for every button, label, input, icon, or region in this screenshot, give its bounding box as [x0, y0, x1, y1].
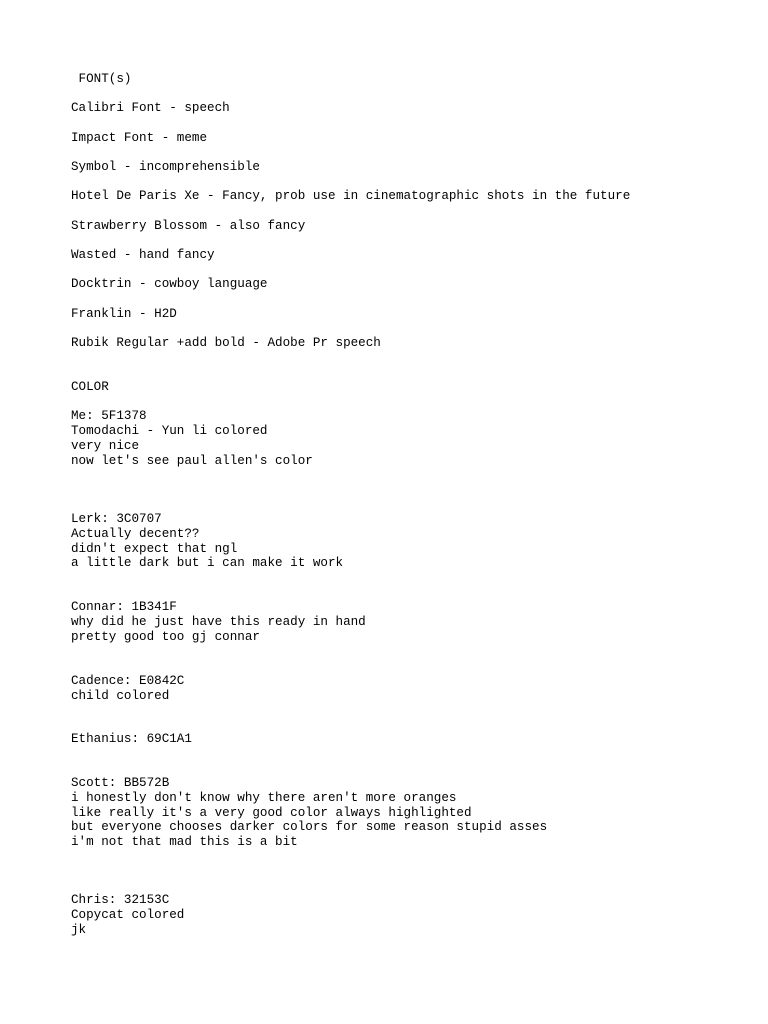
- color-entry-note: a little dark but i can make it work: [71, 556, 344, 570]
- fonts-heading: FONT(s): [71, 72, 132, 86]
- font-entry: Impact Font - meme: [71, 131, 208, 145]
- color-entry-title: Chris: 32153C: [71, 893, 170, 907]
- color-entry-note: didn't expect that ngl: [71, 542, 238, 556]
- color-entry-title: Lerk: 3C0707: [71, 512, 162, 526]
- font-entry: Calibri Font - speech: [71, 101, 230, 115]
- color-entry-note: like really it's a very good color always highlighted: [71, 806, 472, 820]
- color-entry-note: i'm not that mad this is a bit: [71, 835, 298, 849]
- color-entry-title: Connar: 1B341F: [71, 600, 177, 614]
- color-entry-note: Copycat colored: [71, 908, 185, 922]
- color-entry-note: Actually decent??: [71, 527, 200, 541]
- color-entry-note: pretty good too gj connar: [71, 630, 260, 644]
- color-entry-note: now let's see paul allen's color: [71, 454, 313, 468]
- font-entry: Franklin - H2D: [71, 307, 177, 321]
- color-entry-note: but everyone chooses darker colors for some reason stupid asses: [71, 820, 548, 834]
- font-entry: Hotel De Paris Xe - Fancy, prob use in cinematographic shots in the future: [71, 189, 631, 203]
- font-entry: Symbol - incomprehensible: [71, 160, 260, 174]
- color-entry-title: Me: 5F1378: [71, 409, 147, 423]
- color-entry-note: very nice: [71, 439, 140, 453]
- color-entry-note: jk: [71, 923, 87, 937]
- font-entry: Rubik Regular +add bold - Adobe Pr speech: [71, 336, 381, 350]
- color-entry-title: Ethanius: 69C1A1: [71, 732, 192, 746]
- font-entry: Strawberry Blossom - also fancy: [71, 219, 306, 233]
- font-entry: Wasted - hand fancy: [71, 248, 215, 262]
- color-entry-note: why did he just have this ready in hand: [71, 615, 366, 629]
- color-entry-note: i honestly don't know why there aren't more oranges: [71, 791, 457, 805]
- color-entry-note: child colored: [71, 689, 170, 703]
- color-entry-title: Scott: BB572B: [71, 776, 170, 790]
- color-heading: COLOR: [71, 380, 109, 394]
- font-entry: Docktrin - cowboy language: [71, 277, 268, 291]
- color-entry-title: Cadence: E0842C: [71, 674, 185, 688]
- color-entry-note: Tomodachi - Yun li colored: [71, 424, 268, 438]
